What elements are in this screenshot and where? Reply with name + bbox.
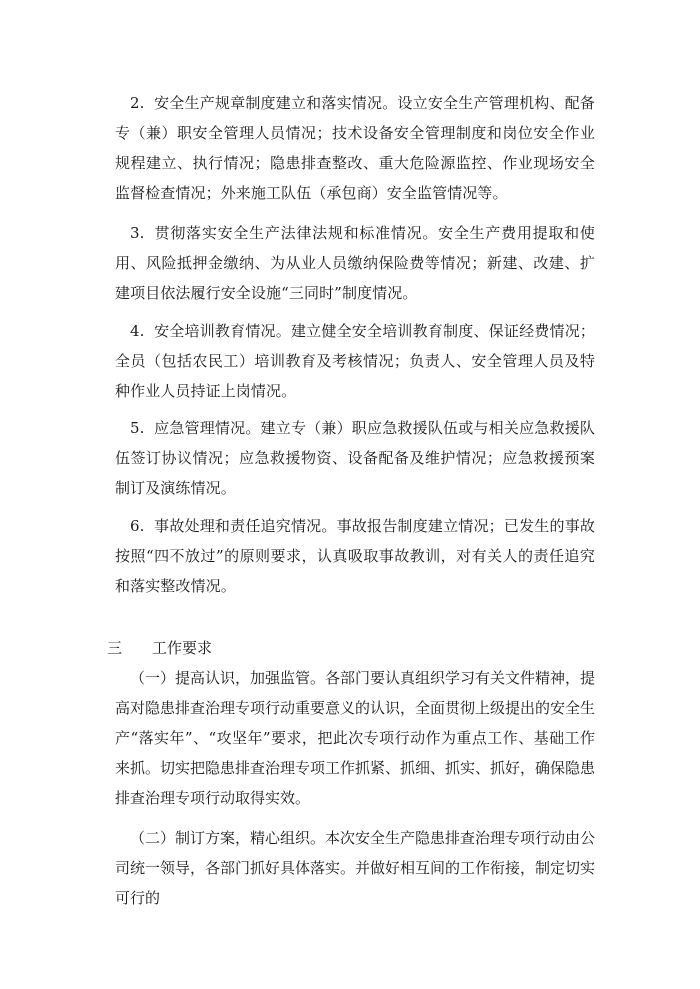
list-item	[115, 316, 595, 406]
item-text: 事故处理和责任追究情况。事故报告制度建立情况；已发生的事故按照“四不放过”的原则要求，认真吸取事故教训，对有关人的责任追究和落实整改情况。	[115, 517, 595, 595]
section-number: 三	[107, 639, 123, 657]
paragraph: （一）提高认识，加强监管。各部门要认真组织学习有关文件精神，提高对隐患排查治理专项行动重要意义的认识，全面贯彻上级提出的安全生产“落实年”、“攻坚年”要求，把此次专项行动作为重点工作、基础工作来抓。切实把隐患排查治理专项工作抓紧、抓细、抓实、抓好，确保隐患排查治理专项行动取得实效。	[115, 669, 596, 807]
item-text: 应急管理情况。建立专（兼）职应急救援队伍或与相关应急救援队伍签订协议情况；应急救援物资、设备配备及维护情况；应急救援预案制订及演练情况。	[115, 419, 595, 497]
paragraph: （二）制订方案，精心组织。本次安全生产隐患排查治理专项行动由公司统一领导，各部门抓好具体落实。并做好相互间的工作衔接，制定切实可行的	[115, 829, 596, 907]
list-item	[115, 413, 595, 503]
item-number: 3.	[130, 224, 145, 242]
list-item	[115, 511, 595, 601]
list-item	[115, 218, 595, 308]
item-text: 安全生产规章制度建立和落实情况。设立安全生产管理机构、配备专（兼）职安全管理人员情况；技术设备安全管理制度和岗位安全作业规程建立、执行情况；隐患排查整改、重大危险源监控、作业现场安全监督检查情况；外来施工队伍（承包商）安全监管情况等。	[115, 94, 595, 202]
item-number: 4.	[130, 322, 145, 340]
item-number: 2.	[130, 94, 145, 112]
section-heading	[107, 633, 212, 663]
section-title: 工作要求	[152, 639, 213, 657]
item-text: 安全培训教育情况。建立健全安全培训教育制度、保证经费情况；全员（包括农民工）培训教育及考核情况；负责人、安全管理人员及特种作业人员持证上岗情况。	[115, 322, 595, 400]
item-text: 贯彻落实安全生产法律法规和标准情况。安全生产费用提取和使用、风险抵押金缴纳、为从业人员缴纳保险费等情况；新建、改建、扩建项目依法履行安全设施“三同时”制度情况。	[115, 224, 595, 302]
list-item	[115, 88, 595, 208]
item-number: 5.	[130, 419, 145, 437]
item-number: 6.	[130, 517, 145, 535]
